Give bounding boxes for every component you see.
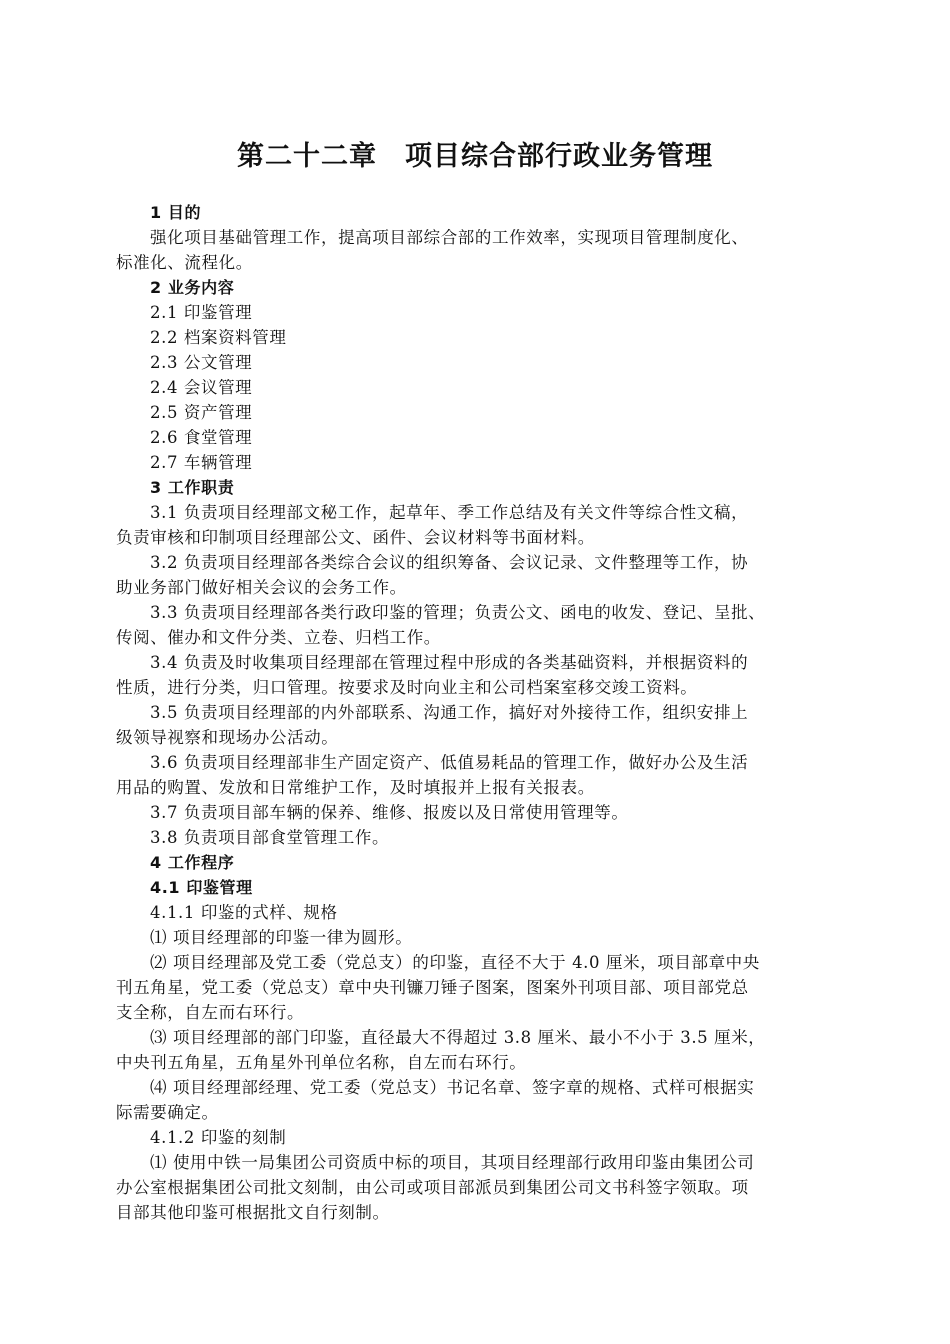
body-text-line: 3.7 负责项目部车辆的保养、维修、报废以及日常使用管理等。 <box>150 803 629 822</box>
body-text-line: 际需要确定。 <box>116 1103 219 1122</box>
body-text-line: 中央刊五角星，五角星外刊单位名称，自左而右环行。 <box>116 1053 527 1072</box>
body-text-line: 负责审核和印制项目经理部公文、函件、会议材料等书面材料。 <box>116 528 595 547</box>
body-text-line: 2.2 档案资料管理 <box>150 328 287 347</box>
body-text-line: 3.8 负责项目部食堂管理工作。 <box>150 828 390 847</box>
body-text-line: 3.3 负责项目经理部各类行政印鉴的管理；负责公文、函电的收发、登记、呈批、 <box>150 603 766 622</box>
body-text-line: 3.4 负责及时收集项目经理部在管理过程中形成的各类基础资料，并根据资料的 <box>150 653 749 672</box>
body-text-line: 标准化、流程化。 <box>116 253 253 272</box>
body-text-line: 3.6 负责项目经理部非生产固定资产、低值易耗品的管理工作，做好办公及生活 <box>150 753 749 772</box>
section-heading: 1 目的 <box>150 203 202 222</box>
body-text-line: 2.1 印鉴管理 <box>150 303 253 322</box>
section-heading: 4.1 印鉴管理 <box>150 878 253 897</box>
body-text-line: 2.7 车辆管理 <box>150 453 253 472</box>
body-text-line: ⑵ 项目经理部及党工委（党总支）的印鉴，直径不大于 4.0 厘米，项目部章中央 <box>150 953 760 972</box>
body-text-line: 级领导视察和现场办公活动。 <box>116 728 339 747</box>
body-text-line: 2.4 会议管理 <box>150 378 253 397</box>
body-text-line: ⑴ 项目经理部的印鉴一律为圆形。 <box>150 928 413 947</box>
body-text-line: ⑴ 使用中铁一局集团公司资质中标的项目，其项目经理部行政用印鉴由集团公司 <box>150 1153 755 1172</box>
body-text-line: 支全称，自左而右环行。 <box>116 1003 305 1022</box>
body-text-line: 目部其他印鉴可根据批文自行刻制。 <box>116 1203 390 1222</box>
document-body <box>116 200 836 1225</box>
body-text-line: 强化项目基础管理工作，提高项目部综合部的工作效率，实现项目管理制度化、 <box>150 228 749 247</box>
body-text-line: 办公室根据集团公司批文刻制，由公司或项目部派员到集团公司文书科签字领取。项 <box>116 1178 749 1197</box>
body-text-line: 4.1.1 印鉴的式样、规格 <box>150 903 338 922</box>
body-text-line: 3.5 负责项目经理部的内外部联系、沟通工作，搞好对外接待工作，组织安排上 <box>150 703 749 722</box>
section-heading: 3 工作职责 <box>150 478 235 497</box>
body-text-line: 性质，进行分类，归口管理。按要求及时向业主和公司档案室移交竣工资料。 <box>116 678 698 697</box>
section-heading: 4 工作程序 <box>150 853 235 872</box>
body-text-line: 4.1.2 印鉴的刻制 <box>150 1128 287 1147</box>
body-text-line: 3.1 负责项目经理部文秘工作，起草年、季工作总结及有关文件等综合性文稿， <box>150 503 749 522</box>
body-text-line: 2.6 食堂管理 <box>150 428 253 447</box>
body-text-line: 用品的购置、发放和日常维护工作，及时填报并上报有关报表。 <box>116 778 595 797</box>
body-text-line: ⑷ 项目经理部经理、党工委（党总支）书记名章、签字章的规格、式样可根据实 <box>150 1078 755 1097</box>
body-text-line: ⑶ 项目经理部的部门印鉴，直径最大不得超过 3.8 厘米、最小不小于 3.5 厘米， <box>150 1028 766 1047</box>
body-text-line: 2.3 公文管理 <box>150 353 253 372</box>
body-text-line: 助业务部门做好相关会议的会务工作。 <box>116 578 407 597</box>
body-text-line: 刊五角星，党工委（党总支）章中央刊镰刀锤子图案，图案外刊项目部、项目部党总 <box>116 978 749 997</box>
section-heading: 2 业务内容 <box>150 278 235 297</box>
body-text-line: 传阅、催办和文件分类、立卷、归档工作。 <box>116 628 441 647</box>
body-text-line: 2.5 资产管理 <box>150 403 253 422</box>
body-text-line: 3.2 负责项目经理部各类综合会议的组织筹备、会议记录、文件整理等工作，协 <box>150 553 749 572</box>
chapter-title: 第二十二章 项目综合部行政业务管理 <box>237 141 713 172</box>
